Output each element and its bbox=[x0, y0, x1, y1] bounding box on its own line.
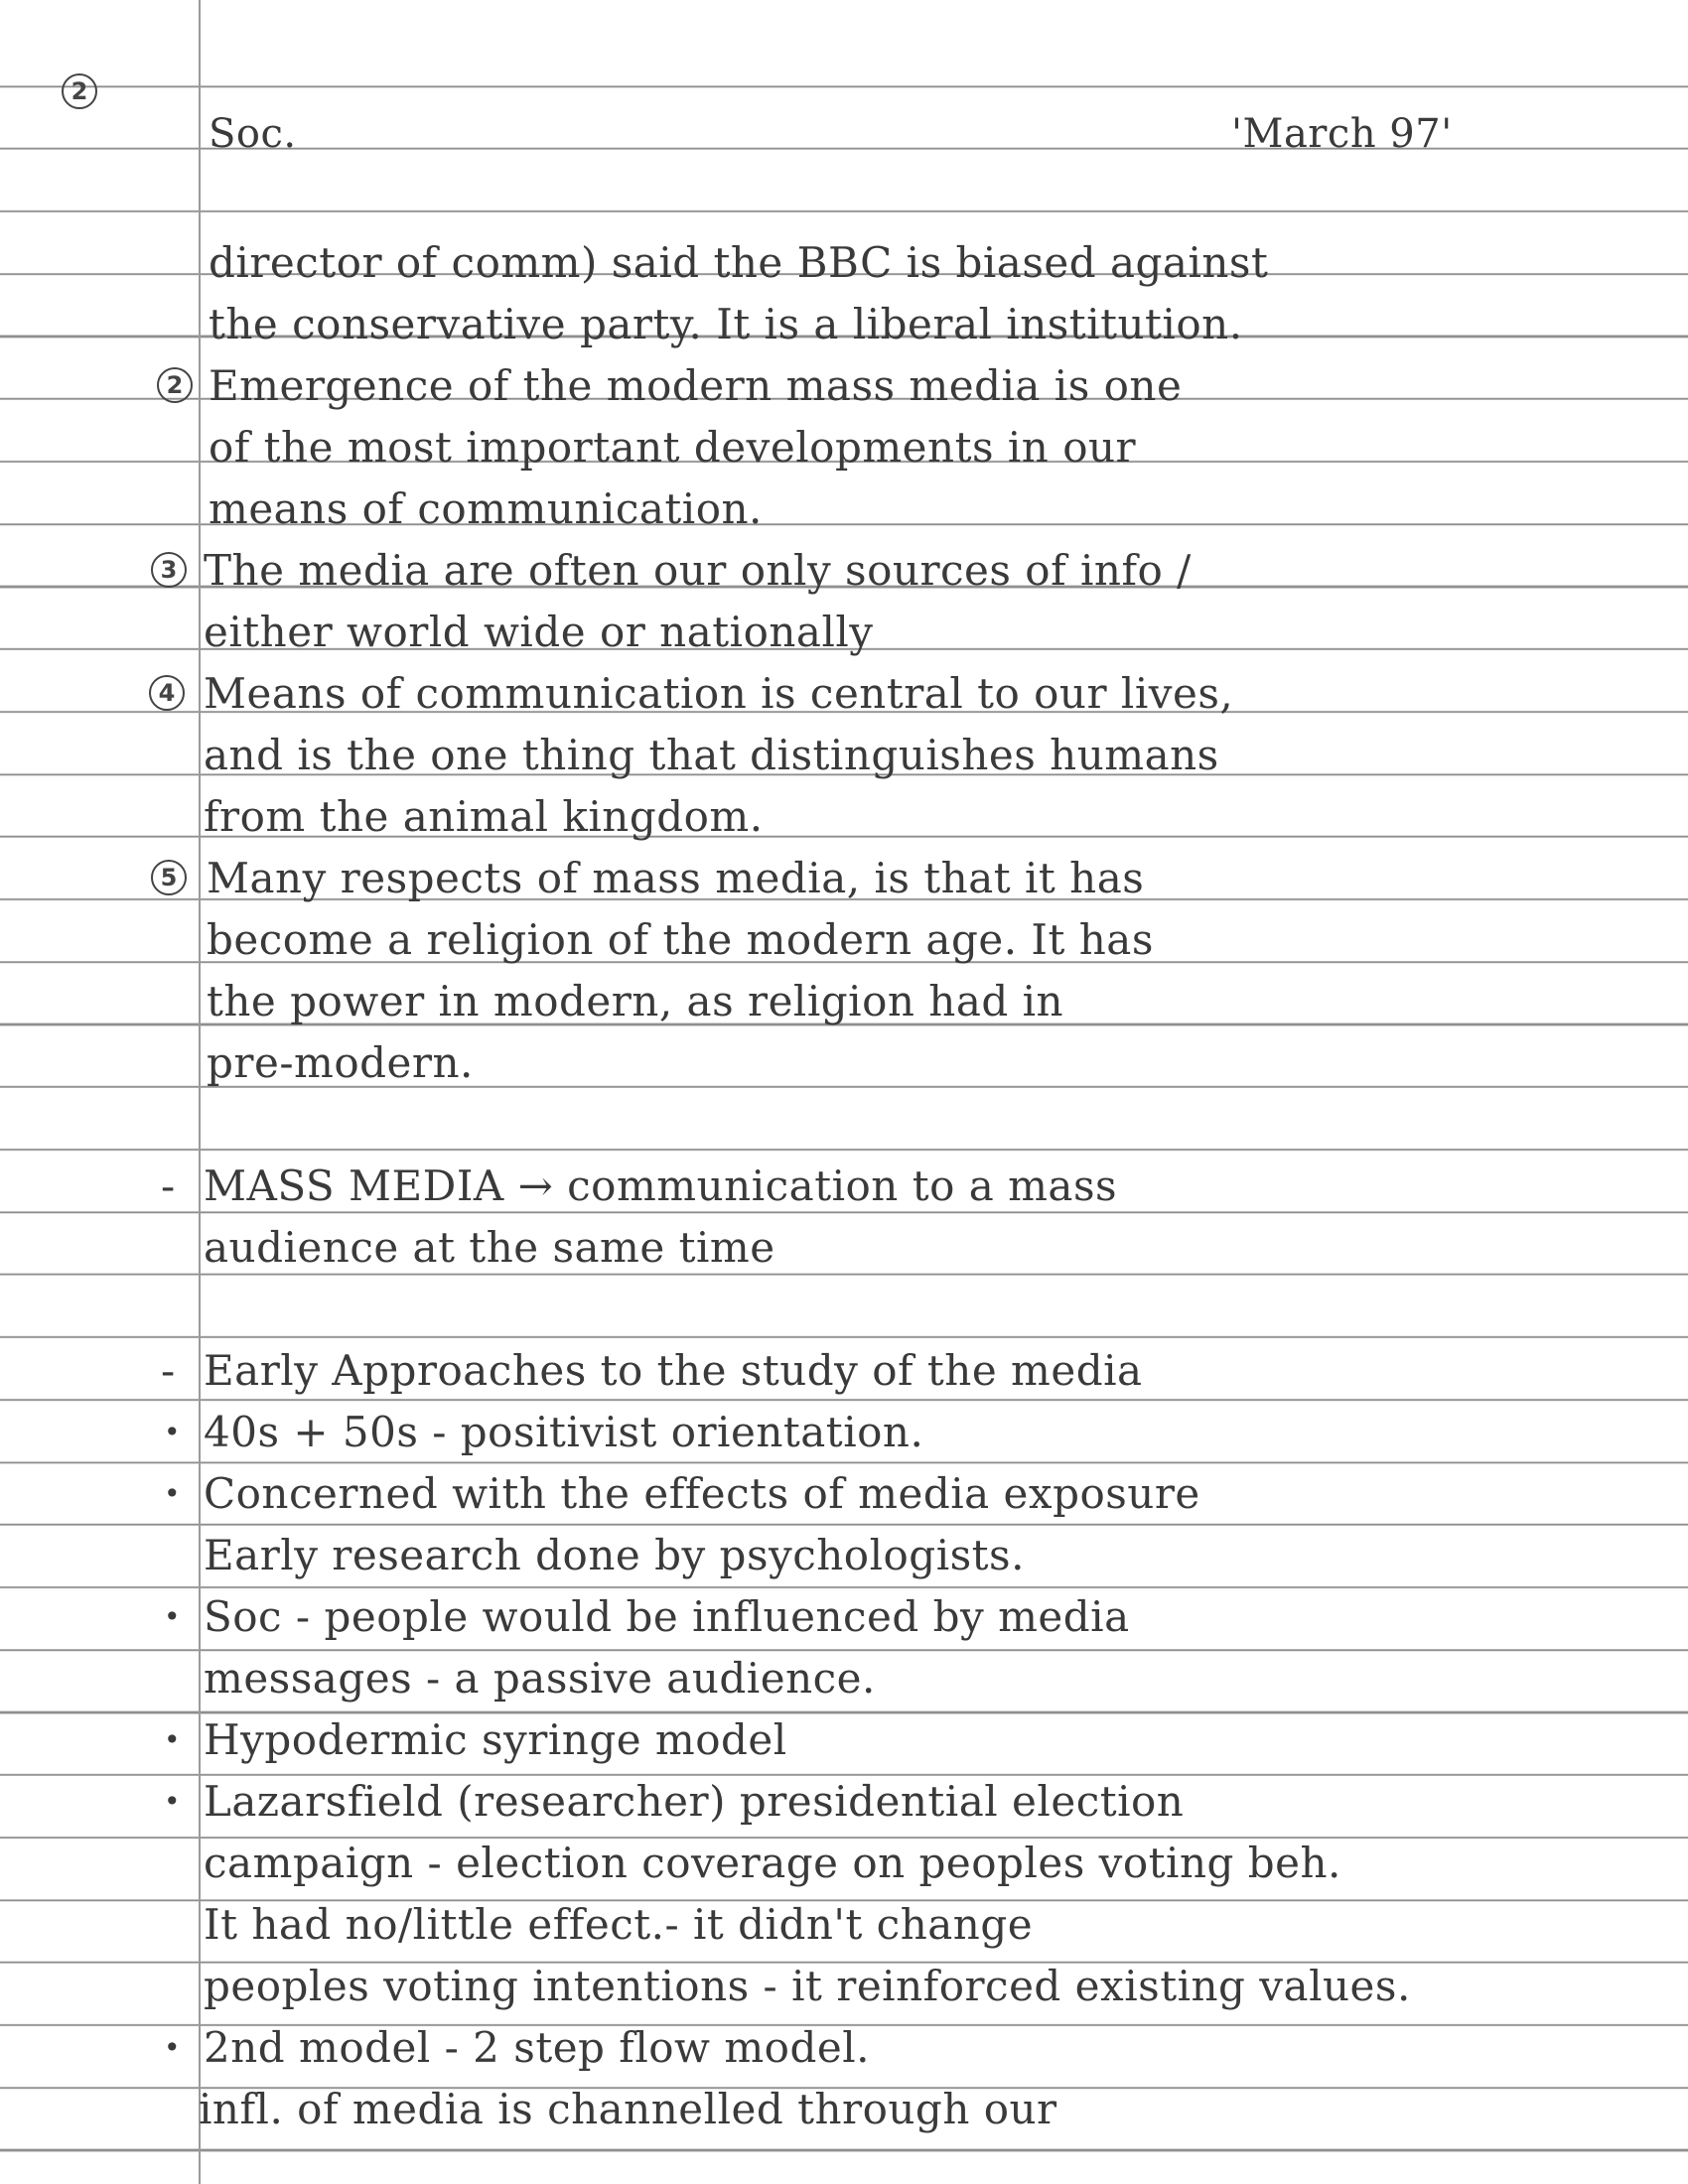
note-line: either world wide or nationally bbox=[204, 608, 874, 656]
note-line: peoples voting intentions - it reinforced existing values. bbox=[204, 1962, 1411, 2010]
note-line: the conservative party. It is a liberal institution. bbox=[209, 300, 1243, 348]
item-number: 5 bbox=[151, 860, 187, 895]
item-number: 2 bbox=[157, 367, 193, 403]
note-line: and is the one thing that distinguishes humans bbox=[204, 731, 1219, 779]
note-line: The media are often our only sources of info / bbox=[204, 546, 1192, 595]
dash-marker: - bbox=[161, 1161, 176, 1210]
note-line: infl. of media is channelled through our bbox=[199, 2085, 1057, 2133]
note-line: director of comm) said the BBC is biased against bbox=[209, 238, 1269, 287]
note-line: audience at the same time bbox=[204, 1223, 775, 1272]
item-number: 4 bbox=[149, 675, 185, 711]
note-line: become a religion of the modern age. It has bbox=[207, 915, 1154, 964]
bullet: • bbox=[164, 1785, 181, 1818]
note-line: MASS MEDIA → communication to a mass bbox=[204, 1161, 1118, 1210]
note-line: Early research done by psychologists. bbox=[204, 1531, 1025, 1579]
item-number: 3 bbox=[151, 552, 187, 588]
note-line: It had no/little effect.- it didn't change bbox=[204, 1900, 1034, 1949]
dash-marker: - bbox=[161, 1346, 176, 1395]
header-date: 'March 97' bbox=[1231, 111, 1453, 157]
header-subject: Soc. bbox=[209, 111, 297, 157]
note-line: campaign - election coverage on peoples voting beh. bbox=[204, 1839, 1341, 1887]
note-line: means of communication. bbox=[209, 484, 763, 533]
bullet: • bbox=[164, 1600, 181, 1633]
note-line: 2nd model - 2 step flow model. bbox=[204, 2023, 870, 2072]
bullet: • bbox=[164, 1477, 181, 1510]
bullet: • bbox=[164, 1723, 181, 1756]
note-line: Emergence of the modern mass media is one bbox=[209, 361, 1183, 410]
section-heading: Early Approaches to the study of the media bbox=[204, 1346, 1143, 1395]
page-number: 2 bbox=[62, 73, 97, 109]
note-line: Lazarsfield (researcher) presidential election bbox=[204, 1777, 1185, 1826]
note-line: from the animal kingdom. bbox=[204, 792, 764, 841]
bullet: • bbox=[164, 2031, 181, 2064]
note-line: messages - a passive audience. bbox=[204, 1654, 876, 1703]
note-line: Many respects of mass media, is that it has bbox=[207, 854, 1145, 902]
note-line: Concerned with the effects of media exposure bbox=[204, 1469, 1200, 1518]
margin-line bbox=[199, 0, 201, 2184]
note-line: Hypodermic syringe model bbox=[204, 1715, 787, 1764]
note-line: Means of communication is central to our lives, bbox=[204, 669, 1234, 718]
bullet: • bbox=[164, 1416, 181, 1448]
note-line: Soc - people would be influenced by media bbox=[204, 1592, 1130, 1641]
note-line: pre-modern. bbox=[207, 1038, 474, 1087]
note-line: the power in modern, as religion had in bbox=[207, 977, 1064, 1025]
note-line: of the most important developments in our bbox=[209, 423, 1137, 472]
note-line: 40s + 50s - positivist orientation. bbox=[204, 1408, 924, 1456]
